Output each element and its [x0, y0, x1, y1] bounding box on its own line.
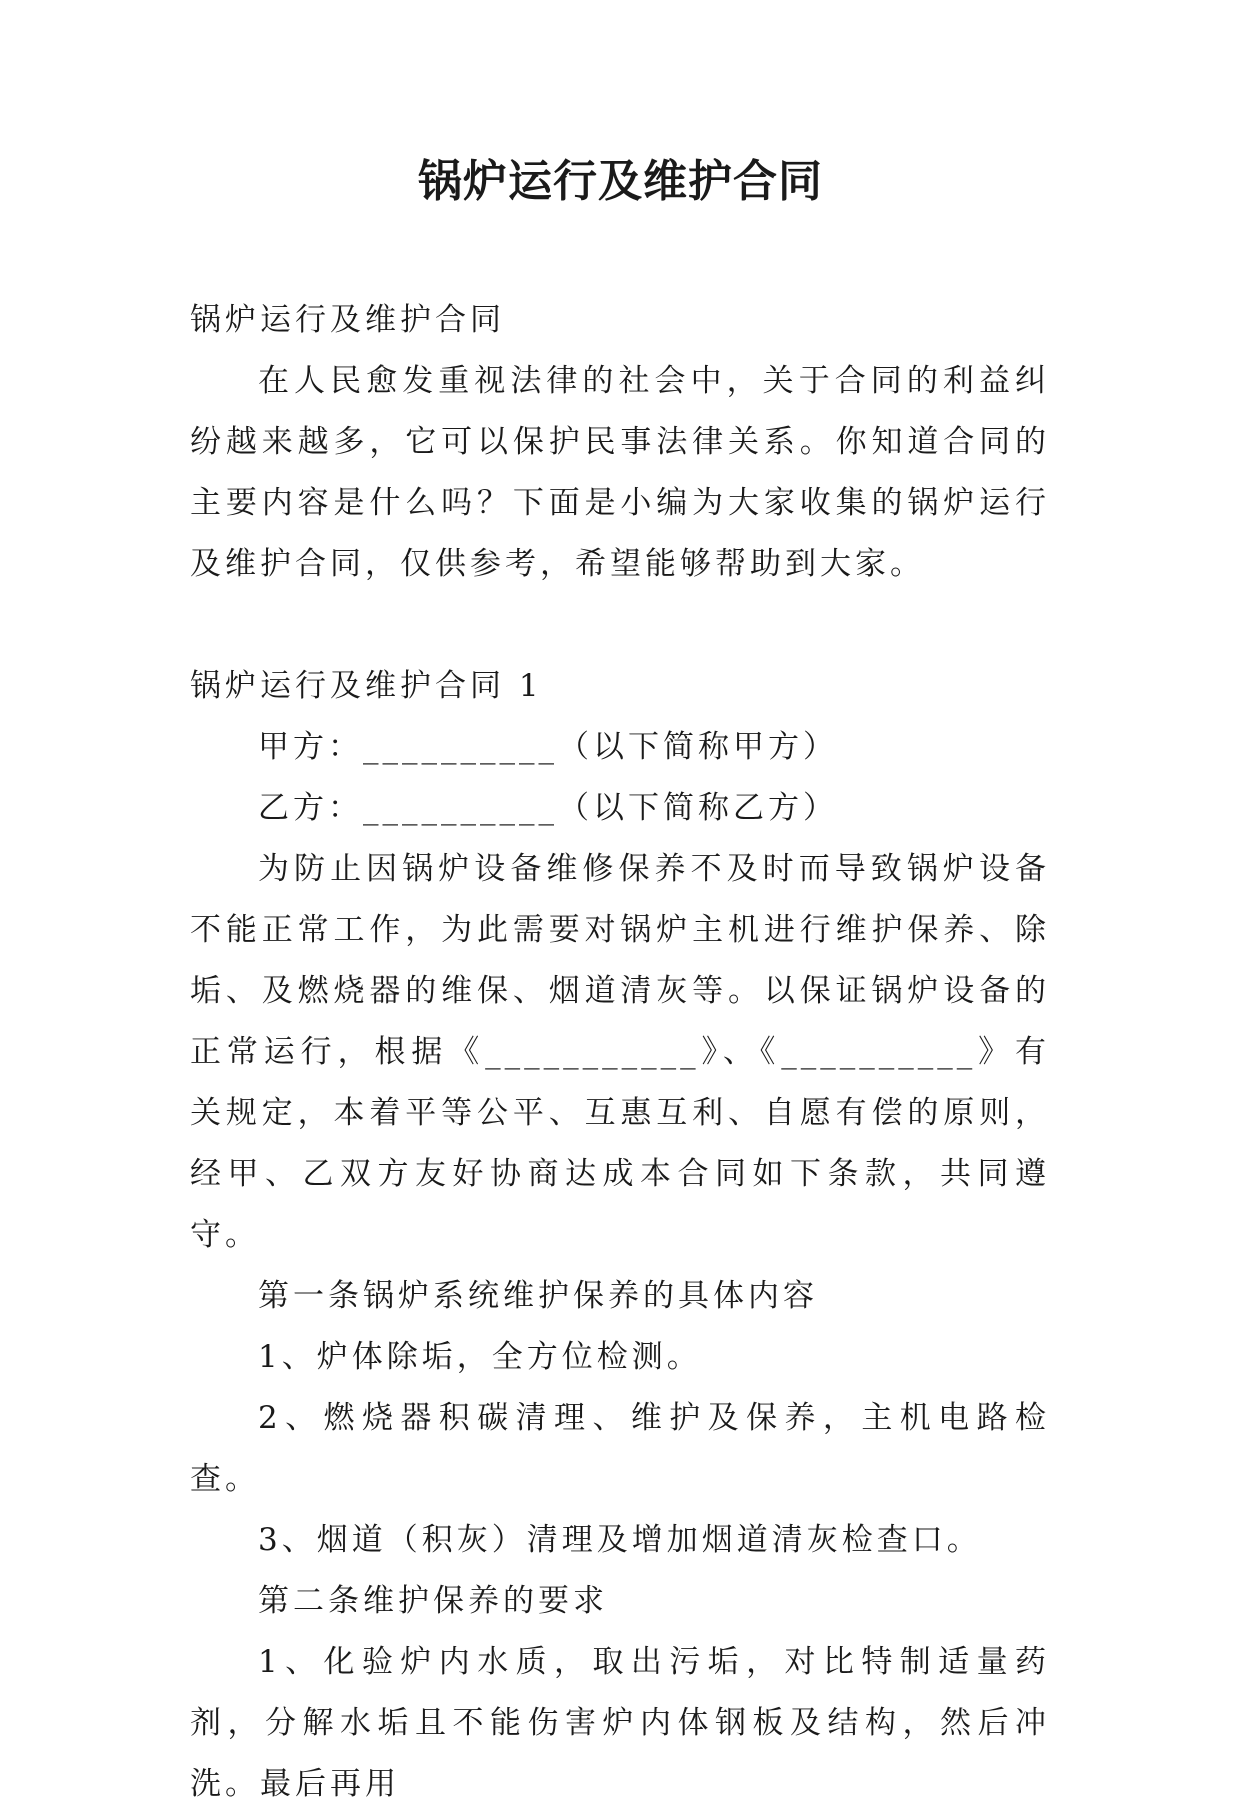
article-1-item-2: 2、燃烧器积碳清理、维护及保养，主机电路检查。	[190, 1400, 1050, 1497]
document-subtitle: 锅炉运行及维护合同	[190, 302, 505, 338]
article-1-title: 第一条锅炉系统维护保养的具体内容	[258, 1278, 818, 1314]
preamble-paragraph: 为防止因锅炉设备维修保养不及时而导致锅炉设备不能正常工作，为此需要对锅炉主机进行维护保养、除垢、及燃烧器的维保、烟道清灰等。以保证锅炉设备的正常运行，根据《___________》、《__________》有关规定，本着平等公平、互惠互利、自愿有偿的原则，经甲、乙双方友好协商达成本合同如下条款，共同遵守。	[190, 851, 1050, 1253]
paragraph-spacer	[190, 595, 1050, 656]
section-heading: 锅炉运行及维护合同 1	[190, 668, 543, 704]
article-1-item-3: 3、烟道（积灰）清理及增加烟道清灰检查口。	[258, 1522, 982, 1558]
article-1-item-1: 1、炉体除垢，全方位检测。	[258, 1339, 702, 1375]
party-a-line: 甲方：__________（以下简称甲方）	[258, 729, 838, 765]
document-body	[190, 290, 1050, 1815]
article-2-title: 第二条维护保养的要求	[258, 1583, 608, 1619]
document-title: 锅炉运行及维护合同	[418, 156, 823, 207]
article-2-item-1: 1、化验炉内水质，取出污垢，对比特制适量药剂，分解水垢且不能伤害炉内体钢板及结构，然后冲洗。最后再用	[190, 1644, 1050, 1802]
party-b-line: 乙方：__________（以下简称乙方）	[258, 790, 838, 826]
intro-paragraph: 在人民愈发重视法律的社会中，关于合同的利益纠纷越来越多，它可以保护民事法律关系。你知道合同的主要内容是什么吗？下面是小编为大家收集的锅炉运行及维护合同，仅供参考，希望能够帮助到大家。	[190, 363, 1050, 582]
